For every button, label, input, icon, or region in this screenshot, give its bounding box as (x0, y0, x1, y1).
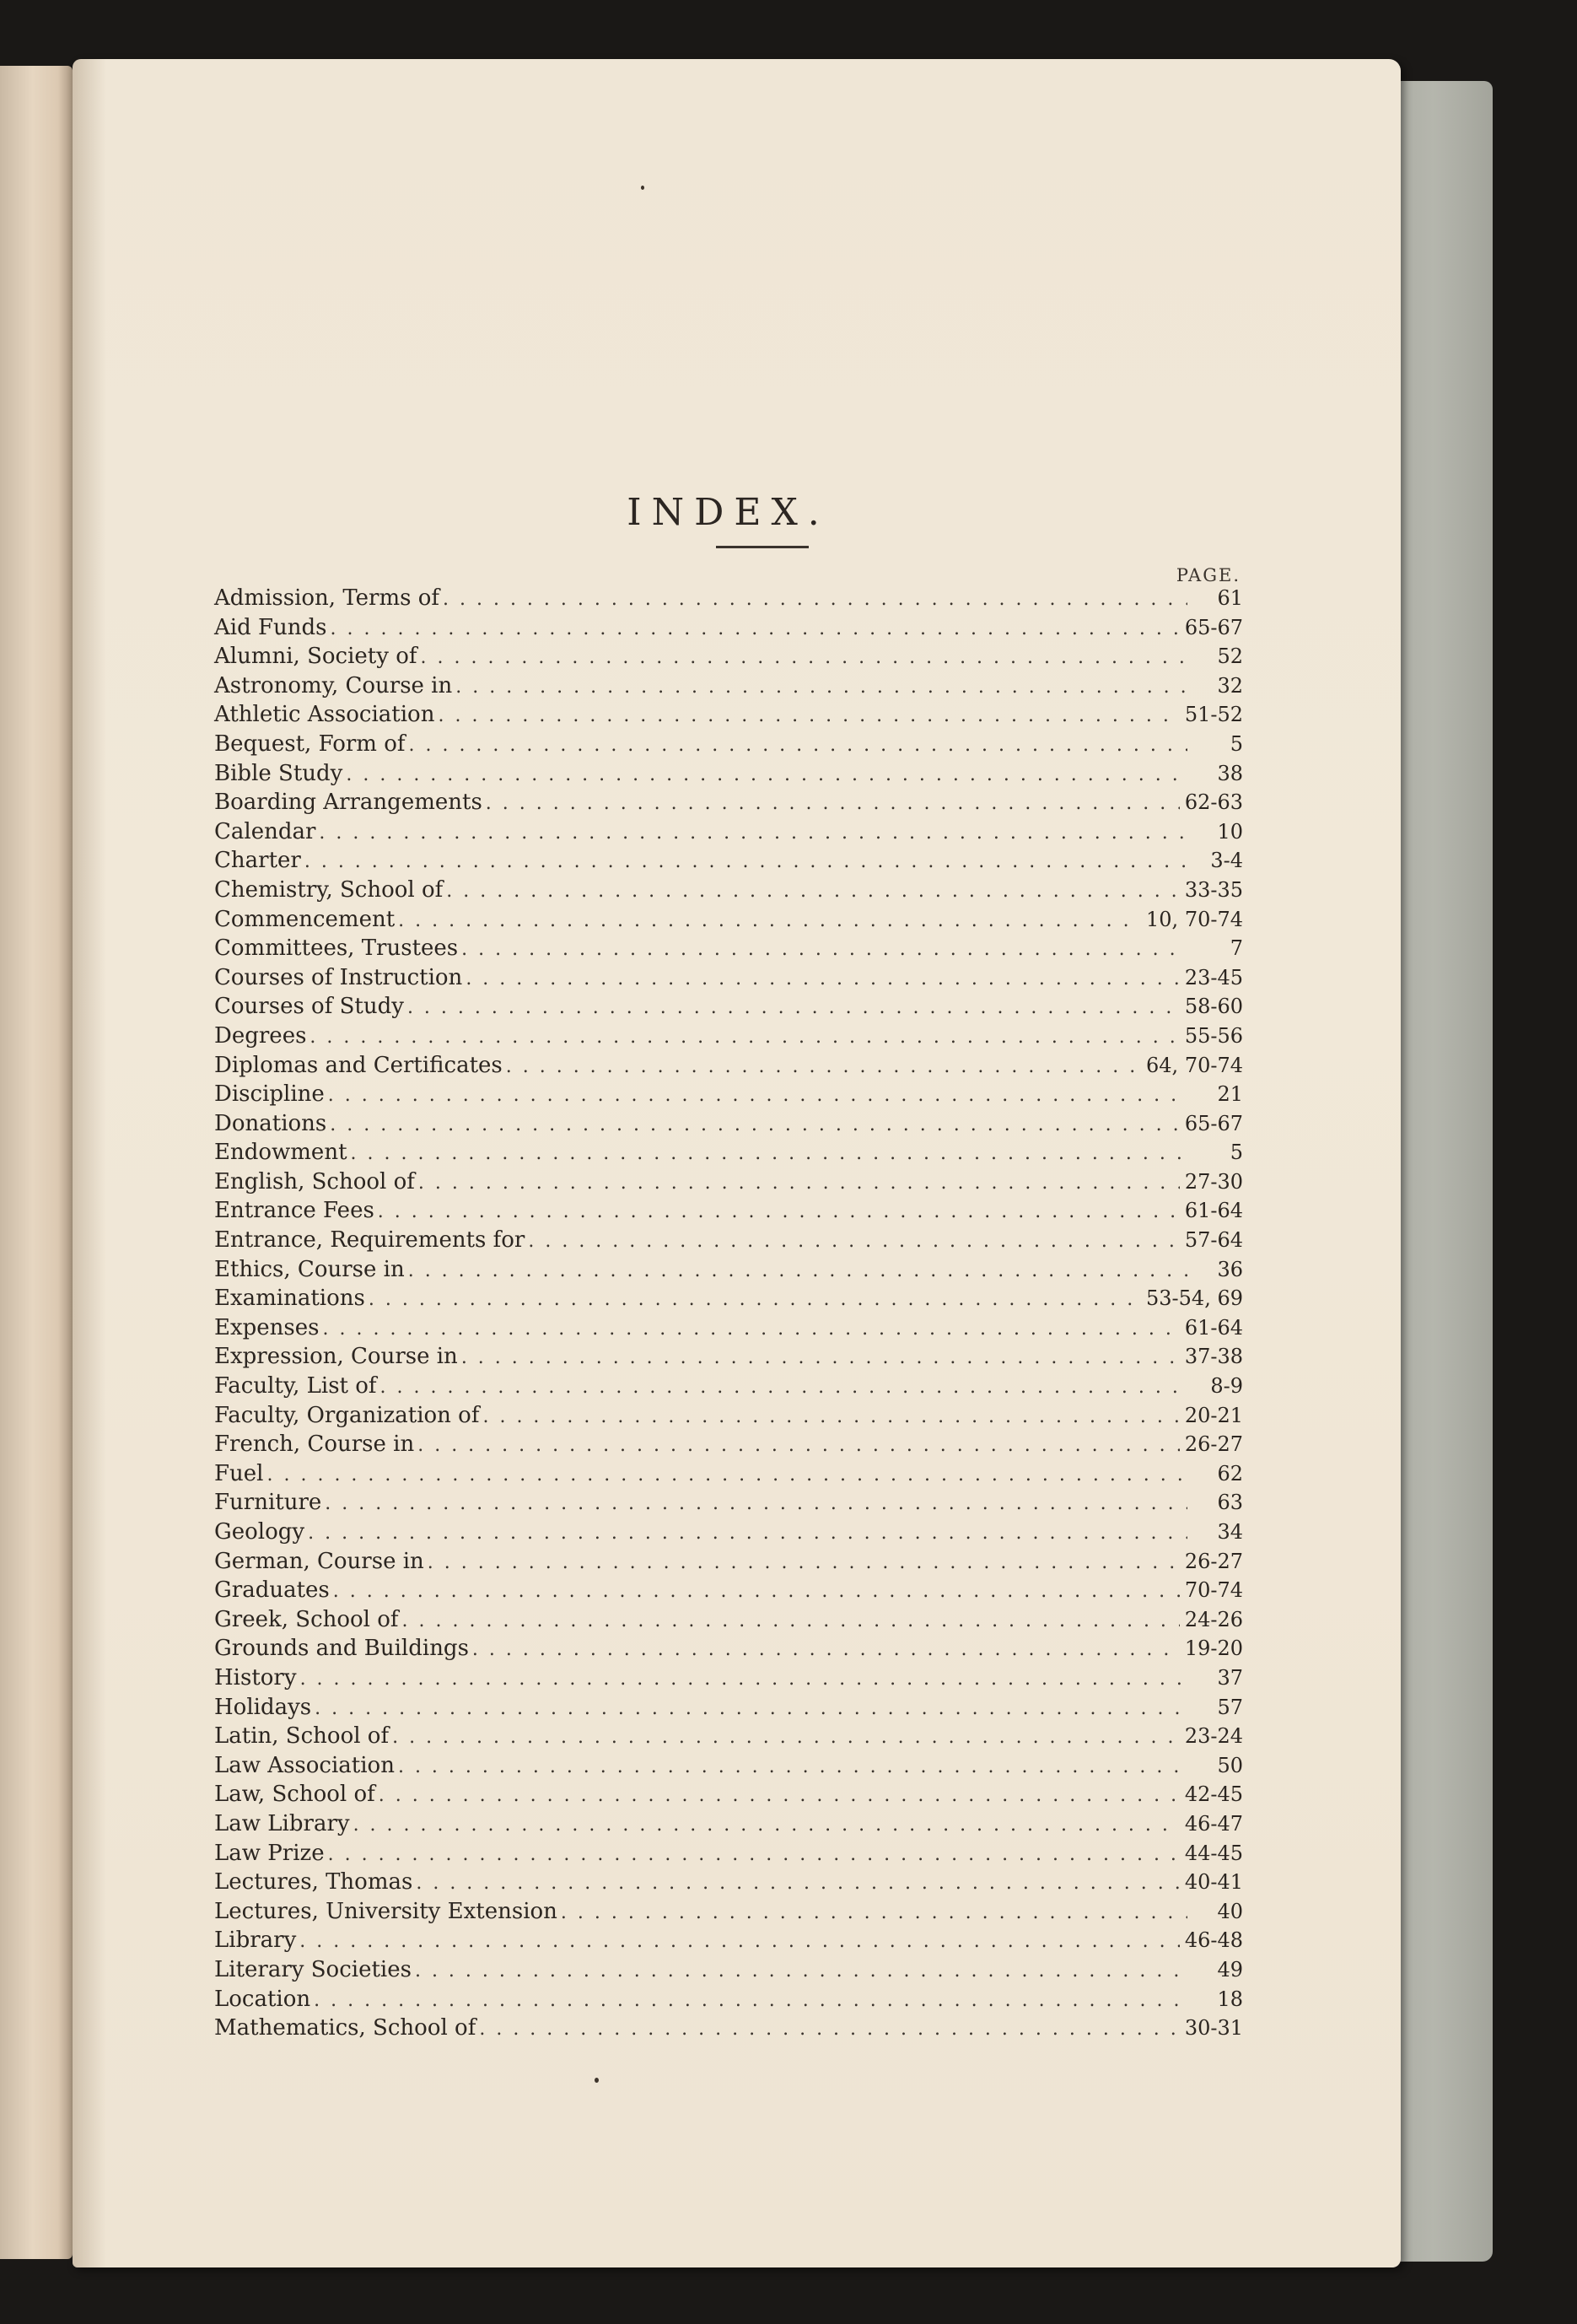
index-entry (214, 1342, 1243, 1372)
title-rule (716, 546, 809, 548)
dot-leader (417, 1432, 1180, 1461)
dot-leader (418, 1169, 1180, 1199)
index-entry (214, 1051, 1243, 1081)
dot-leader (380, 1373, 1187, 1403)
entry-pages: 50 (1217, 1753, 1243, 1777)
page-column-label: PAGE. (1176, 565, 1241, 585)
entry-label: Courses of Instruction (214, 964, 463, 990)
dot-leader (315, 1695, 1187, 1724)
entry-label: History (214, 1664, 297, 1690)
entry-pages: 46-47 (1184, 1811, 1243, 1836)
index-entry (214, 1780, 1243, 1809)
entry-pages: 52 (1217, 644, 1243, 669)
entry-pages: 5 (1230, 1140, 1243, 1165)
entry-pages: 37 (1217, 1665, 1243, 1690)
entry-pages: 51-52 (1184, 703, 1243, 727)
entry-pages: 49 (1217, 1957, 1243, 1982)
index-entry (214, 730, 1243, 759)
dot-leader (466, 965, 1180, 995)
entry-label: Commencement (214, 906, 396, 932)
index-entry (214, 1518, 1243, 1547)
entry-pages: 23-24 (1184, 1724, 1243, 1749)
index-entry (214, 817, 1243, 847)
dot-leader (351, 1140, 1187, 1169)
dot-leader (461, 1344, 1180, 1373)
entry-pages: 24-26 (1184, 1607, 1243, 1631)
index-entry (214, 642, 1243, 671)
index-entry (214, 905, 1243, 935)
entry-pages: 61-64 (1184, 1199, 1243, 1223)
index-entry (214, 1196, 1243, 1226)
entry-label: Expenses (214, 1314, 320, 1340)
entry-label: Ethics, Course in (214, 1256, 405, 1282)
dot-leader (416, 1869, 1179, 1899)
index-entry (214, 1284, 1243, 1313)
entry-pages: 3-4 (1210, 849, 1243, 873)
dot-leader (455, 673, 1187, 703)
index-entry (214, 584, 1243, 613)
entry-pages: 36 (1217, 1257, 1243, 1281)
dot-leader (308, 1519, 1187, 1549)
entry-pages: 40-41 (1184, 1870, 1243, 1895)
dot-leader (392, 1723, 1180, 1753)
entry-label: Donations (214, 1110, 327, 1136)
index-entry (214, 1459, 1243, 1489)
entry-pages: 57-64 (1184, 1228, 1243, 1253)
entry-label: Committees, Trustees (214, 936, 459, 962)
dot-leader (398, 907, 1141, 936)
index-entry (214, 1751, 1243, 1781)
dot-leader (379, 1782, 1180, 1811)
entry-label: Charter (214, 848, 301, 874)
index-entry (214, 759, 1243, 789)
entry-pages: 61-64 (1184, 1315, 1243, 1340)
page-title: INDEX. (627, 491, 830, 534)
index-entry (214, 671, 1243, 701)
index-entry (214, 1926, 1243, 1955)
entry-pages: 57 (1217, 1695, 1243, 1719)
dot-leader (408, 731, 1187, 761)
entry-label: German, Course in (214, 1548, 424, 1574)
entry-pages: 5 (1230, 731, 1243, 756)
index-entry (214, 1576, 1243, 1605)
entry-pages: 18 (1217, 1987, 1243, 2011)
entry-label: French, Course in (214, 1432, 415, 1458)
entry-pages: 10, 70-74 (1146, 907, 1243, 931)
index-entry (214, 1430, 1243, 1459)
index-entry (214, 1634, 1243, 1663)
entry-label: Lectures, University Extension (214, 1898, 557, 1924)
entry-pages: 38 (1217, 761, 1243, 785)
dot-leader (331, 615, 1180, 644)
dot-leader (328, 1081, 1187, 1111)
dot-leader (378, 1198, 1180, 1227)
entry-label: Calendar (214, 818, 316, 844)
index-entry (214, 1985, 1243, 2014)
dot-leader (472, 1636, 1180, 1665)
dot-leader (438, 702, 1179, 731)
index-entries (214, 584, 1243, 2043)
dot-leader (415, 1957, 1187, 1987)
dot-leader (325, 1490, 1187, 1519)
entry-pages: 26-27 (1184, 1549, 1243, 1573)
entry-label: Bible Study (214, 760, 343, 786)
ink-speck (641, 186, 644, 190)
entry-label: Law, School of (214, 1782, 375, 1808)
entry-pages: 26-27 (1184, 1432, 1243, 1457)
dot-leader (421, 644, 1188, 673)
entry-pages: 20-21 (1184, 1403, 1243, 1427)
index-entry (214, 1401, 1243, 1431)
dot-leader (479, 2015, 1179, 2045)
entry-label: Fuel (214, 1460, 264, 1486)
entry-label: Faculty, List of (214, 1373, 377, 1399)
ink-speck (595, 2078, 599, 2083)
entry-label: Expression, Course in (214, 1344, 458, 1370)
index-entry (214, 1488, 1243, 1518)
dot-leader (402, 1607, 1180, 1637)
dot-leader (482, 1403, 1179, 1432)
entry-label: Mathematics, School of (214, 2015, 476, 2041)
entry-pages: 27-30 (1184, 1169, 1243, 1194)
entry-label: Greek, School of (214, 1606, 399, 1632)
entry-pages: 30-31 (1184, 2016, 1243, 2041)
dot-leader (309, 1023, 1179, 1053)
entry-label: Location (214, 1986, 311, 2012)
index-entry (214, 788, 1243, 817)
entry-pages: 8-9 (1210, 1374, 1243, 1399)
index-entry (214, 1022, 1243, 1051)
index-page (73, 59, 1401, 2267)
index-entry (214, 1080, 1243, 1109)
entry-label: Boarding Arrangements (214, 790, 482, 816)
index-entry (214, 1109, 1243, 1139)
dot-leader (369, 1286, 1141, 1315)
entry-label: Aid Funds (214, 614, 327, 640)
entry-label: Bequest, Form of (214, 731, 406, 757)
index-entry (214, 1547, 1243, 1577)
index-entry (214, 1605, 1243, 1635)
entry-label: Alumni, Society of (214, 644, 417, 670)
entry-label: Law Library (214, 1810, 350, 1836)
entry-label: Lectures, Thomas (214, 1869, 413, 1895)
entry-label: Examinations (214, 1286, 365, 1312)
entry-label: Graduates (214, 1577, 330, 1604)
index-entry (214, 1955, 1243, 1985)
index-entry (214, 934, 1243, 963)
index-entry (214, 1809, 1243, 1839)
entry-pages: 58-60 (1184, 995, 1243, 1019)
entry-pages: 61 (1217, 586, 1243, 610)
entry-label: Holidays (214, 1694, 312, 1720)
index-entry (214, 1868, 1243, 1897)
index-entry (214, 1722, 1243, 1751)
dot-leader (333, 1577, 1180, 1607)
index-entry (214, 963, 1243, 993)
dot-leader (353, 1811, 1180, 1841)
entry-label: Latin, School of (214, 1723, 390, 1750)
entry-pages: 40 (1217, 1899, 1243, 1923)
index-entry (214, 1372, 1243, 1401)
entry-label: Geology (214, 1519, 305, 1545)
index-entry (214, 1693, 1243, 1723)
entry-pages: 21 (1217, 1082, 1243, 1107)
dot-leader (328, 1841, 1180, 1870)
index-entry (214, 1255, 1243, 1285)
dot-leader (299, 1928, 1180, 1957)
entry-label: Law Prize (214, 1840, 325, 1866)
entry-label: Athletic Association (214, 702, 435, 728)
index-entry (214, 1138, 1243, 1167)
dot-leader (346, 761, 1187, 790)
entry-pages: 42-45 (1184, 1782, 1243, 1807)
dot-leader (300, 1665, 1187, 1695)
entry-pages: 34 (1217, 1520, 1243, 1544)
entry-pages: 62-63 (1184, 790, 1243, 815)
dot-leader (267, 1461, 1188, 1491)
entry-label: Discipline (214, 1081, 325, 1108)
entry-label: Entrance, Requirements for (214, 1227, 525, 1254)
entry-pages: 70-74 (1184, 1578, 1243, 1603)
entry-pages: 23-45 (1184, 965, 1243, 989)
entry-label: Faculty, Organization of (214, 1402, 480, 1428)
dot-leader (561, 1899, 1187, 1928)
index-entry (214, 1897, 1243, 1927)
left-page-edge (0, 66, 73, 2259)
entry-pages: 19-20 (1184, 1637, 1243, 1661)
entry-pages: 32 (1217, 673, 1243, 698)
dot-leader (398, 1753, 1187, 1782)
dot-leader (446, 877, 1180, 907)
entry-label: Courses of Study (214, 994, 404, 1020)
entry-label: Furniture (214, 1490, 322, 1516)
dot-leader (528, 1227, 1179, 1257)
entry-pages: 55-56 (1184, 1023, 1243, 1048)
dot-leader (443, 585, 1187, 615)
dot-leader (304, 848, 1187, 877)
index-entry (214, 1226, 1243, 1255)
dot-leader (486, 790, 1180, 819)
index-entry (214, 1313, 1243, 1343)
entry-label: Entrance Fees (214, 1198, 374, 1224)
entry-pages: 65-67 (1184, 615, 1243, 639)
index-entry (214, 613, 1243, 643)
index-entry (214, 876, 1243, 905)
entry-label: Grounds and Buildings (214, 1636, 469, 1662)
dot-leader (506, 1053, 1141, 1082)
dot-leader (330, 1111, 1180, 1140)
entry-pages: 46-48 (1184, 1928, 1243, 1953)
dot-leader (314, 1987, 1187, 2016)
entry-pages: 33-35 (1184, 877, 1243, 902)
index-entry (214, 700, 1243, 730)
entry-label: Astronomy, Course in (214, 672, 453, 698)
entry-label: Literary Societies (214, 1956, 412, 1982)
index-entry (214, 846, 1243, 876)
entry-label: Endowment (214, 1140, 347, 1166)
entry-pages: 63 (1217, 1491, 1243, 1515)
dot-leader (428, 1549, 1180, 1578)
dot-leader (323, 1315, 1180, 1345)
entry-pages: 62 (1217, 1461, 1243, 1486)
dot-leader (461, 936, 1187, 965)
entry-label: Law Association (214, 1752, 395, 1778)
index-entry (214, 1839, 1243, 1868)
entry-label: English, School of (214, 1168, 415, 1194)
entry-pages: 53-54, 69 (1146, 1286, 1243, 1311)
index-entry (214, 1167, 1243, 1197)
dot-leader (407, 994, 1180, 1023)
entry-pages: 44-45 (1184, 1841, 1243, 1865)
entry-pages: 7 (1230, 936, 1243, 961)
entry-pages: 10 (1217, 819, 1243, 844)
entry-label: Degrees (214, 1022, 307, 1049)
entry-label: Diplomas and Certificates (214, 1052, 503, 1078)
entry-label: Admission, Terms of (214, 585, 439, 611)
entry-label: Library (214, 1928, 297, 1954)
dot-leader (408, 1257, 1187, 1286)
index-entry (214, 1663, 1243, 1693)
index-entry (214, 2014, 1243, 2043)
entry-pages: 65-67 (1184, 1111, 1243, 1135)
index-entry (214, 992, 1243, 1022)
entry-pages: 64, 70-74 (1146, 1053, 1243, 1077)
dot-leader (319, 819, 1187, 849)
entry-pages: 37-38 (1184, 1345, 1243, 1369)
entry-label: Chemistry, School of (214, 876, 444, 903)
